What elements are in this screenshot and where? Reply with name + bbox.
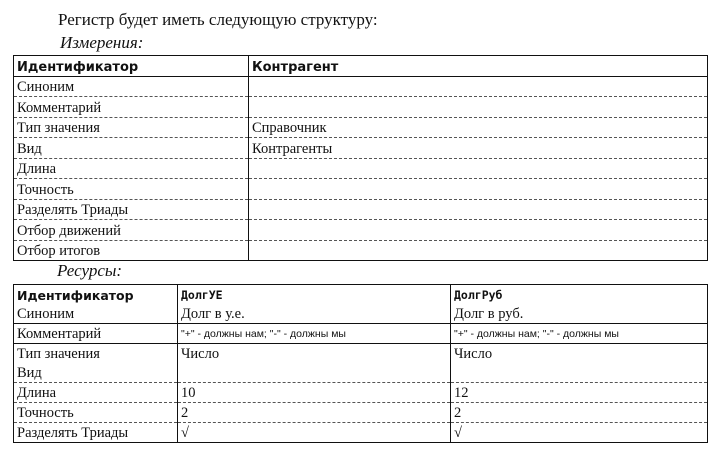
row-key: Точность [14,179,249,200]
row-value [249,97,708,118]
table-row [14,403,708,423]
row-key: Синоним [14,304,178,324]
table-row [14,383,708,403]
row-key: Комментарий [14,324,178,344]
resources-header-key: Идентификатор [14,285,178,305]
row-key: Тип значения [14,344,178,364]
dimensions-header-row [14,56,708,77]
resources-header-col2: ДолгРуб [454,288,503,302]
table-row [14,423,708,443]
row-key: Точность [14,403,178,423]
table-row [14,304,708,324]
row-key: Длина [14,158,249,179]
row-key: Вид [14,138,249,159]
table-row [14,240,708,261]
resources-header-row [14,285,708,305]
table-row [14,344,708,364]
resources-header-col1: ДолгУЕ [178,285,451,305]
table-row [14,324,708,344]
table-row [14,199,708,220]
row-value: Справочник [249,117,708,138]
table-row [14,158,708,179]
table-row [14,97,708,118]
dimensions-header-key: Идентификатор [14,56,249,77]
row-key: Длина [14,383,178,403]
row-key: Отбор движений [14,220,249,241]
dimensions-table [13,55,708,261]
row-value: Контрагенты [249,138,708,159]
row-key: Вид [14,363,178,383]
row-value: "+" - должны нам; "-" - должны мы [178,324,451,344]
row-key: Разделять Триады [14,423,178,443]
row-value: Число [454,346,493,362]
dimensions-label: Измерения: [60,33,144,52]
table-row [14,117,708,138]
row-value: Долг в у.е. [178,304,451,324]
row-key: Синоним [14,76,249,97]
row-value [249,76,708,97]
row-value [249,240,708,261]
row-value [249,199,708,220]
table-row [14,138,708,159]
row-value: "+" - должны нам; "-" - должны мы [451,324,708,344]
resources-table [13,284,708,443]
row-value: 12 [451,383,708,403]
row-value: 2 [451,403,708,423]
table-row [14,220,708,241]
row-key: Разделять Триады [14,199,249,220]
row-key: Тип значения [14,117,249,138]
dimensions-header-value: Контрагент [249,56,708,77]
resources-label: Ресурсы: [57,261,123,280]
row-value: Число [178,344,451,364]
table-row [14,179,708,200]
row-value [249,179,708,200]
table-row [14,363,708,383]
row-value [249,158,708,179]
row-value: √ [454,425,462,441]
row-value: √ [178,423,451,443]
row-value [249,220,708,241]
row-value: 2 [178,403,451,423]
row-key: Комментарий [14,97,249,118]
row-value [451,363,708,383]
row-value: Долг в руб. [451,304,708,324]
row-value: 10 [178,383,451,403]
table-row [14,76,708,97]
row-value [178,363,451,383]
row-key: Отбор итогов [14,240,249,261]
intro-text: Регистр будет иметь следующую структуру: [58,10,378,29]
